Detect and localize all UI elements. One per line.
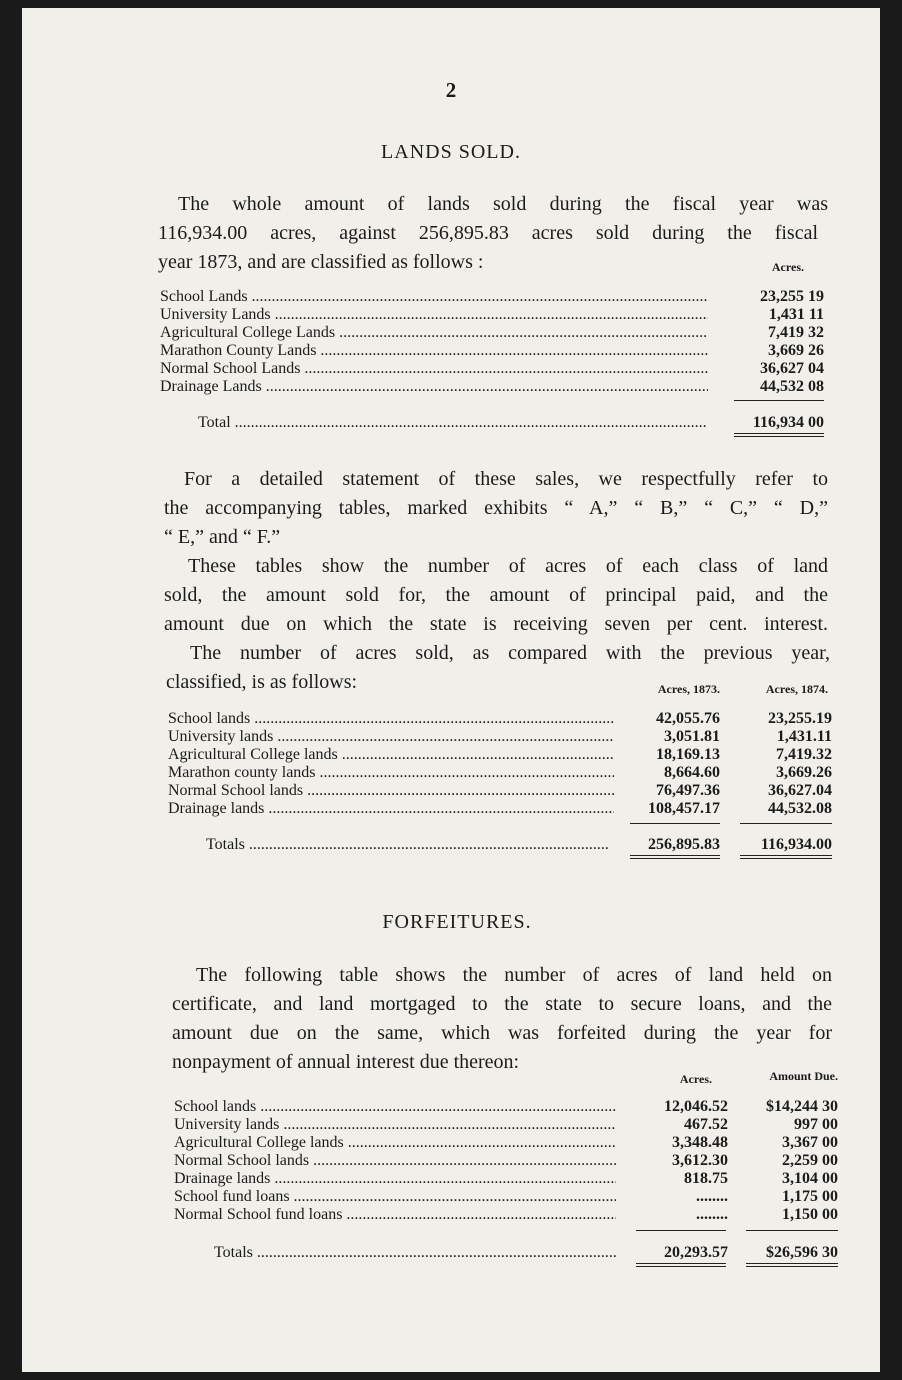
lands-sold-heading: LANDS SOLD. (381, 141, 521, 163)
total-value: 116,934 00 (752, 414, 824, 431)
table-row: School lands ..... 42,055.76 23,255.19 (168, 710, 832, 728)
forfeitures-heading: FORFEITURES. (382, 911, 532, 933)
forfeitures-total-acres: 20,293.57 (664, 1244, 728, 1261)
table-row: University lands ..... 3,051.81 1,431.11 (168, 728, 832, 746)
table-row: University lands ..... 467.52 997 00 (174, 1116, 838, 1134)
table-row: Normal School lands ..... 3,612.30 2,259 00 (174, 1152, 838, 1170)
document-page: 2 LANDS SOLD. The whole amount of lands sold during the fiscal year was 116,934.00 acres, against 256,895.83 acres sold during the fiscal year 1873, and are classified as follows : Acres. School Lands ..... 23,255 19 University Lands ..... 1,431 11 Agricultural College Lands ..... 7,419 32 Marathon County Lands ..... 3,669 26 Normal School Lands ..... 36,627 04 Drainage Lands ..... 44,532 08 Total ..... 116,934 00 For a detailed statement of these sales, we respectfully refer to the accompanying tables, marked exhibits “ A,” “ B,” “ C,” “ D,” “ E,” and “ F.” These tables show the number of acres of each class of land sold, the amount sold for, the amount of principal paid, and the amount due on which the state is receiving seven per cent. interest. The number of acres sold, as compared with the previous year, classified, is as follows: Acres, 1873. Acres, 1874. School lands ..... 42,055.76 23,255.19 University lands ..... 3,051.81 1,431.11 Agricultural College lands ..... 18,169.13 7,419.32 Marathon county lands ..... 8,664.60 3,669.26 Normal School lands ..... 76,497.36 36,627.04 Drainage lands ..... 108,457.17 44,532.08 Totals ..... 256,895.83 116,934.00 FORFEITURES. The following table shows the number of acres of land held on certificate, and land mortgaged to the state to secure loans, and the amount due on the same, which was forfeited during the year for nonpayment of annual interest due thereon: Acres. Amount Due. School lands ..... 12,046.52 $14,244 30 University lands ..... 467.52 997 00 Agricultural College lands ..... 3,348.48 3,367 00 Normal School lands ..... 3,612.30 2,259 00 Drainage lands ..... 818.75 3,104 00 School fund loans ..... ........ 1,175 00 Normal School fund loans ..... ........ 1,150 00 Totals ..... 20,293.57 $26,596 30 (22, 8, 880, 1372)
table-row: Normal School fund loans ..... ........ 1,150 00 (174, 1206, 838, 1224)
comparison-double-rule-1874 (740, 855, 832, 859)
forfeitures-table (174, 1098, 838, 1224)
page-number: 2 (445, 78, 457, 102)
intro-line-1: The whole amount of lands sold during the fiscal year was (178, 193, 828, 215)
forfeitures-col1-header: Acres. (679, 1072, 712, 1086)
lands-sold-table (160, 288, 824, 396)
table-row: Drainage lands ..... 108,457.17 44,532.08 (168, 800, 832, 818)
forfeitures-double-rule-due (746, 1263, 838, 1267)
table-row: Drainage lands ..... 818.75 3,104 00 (174, 1170, 838, 1188)
totals-label: Totals ..... (206, 836, 610, 854)
total-rule (734, 400, 824, 401)
comparison-col2-header: Acres, 1874. (765, 682, 828, 696)
total-1873: 256,895.83 (648, 836, 720, 853)
comparison-col1-header: Acres, 1873. (657, 682, 720, 696)
intro-line-3: year 1873, and are classified as follows : (158, 251, 484, 273)
lands-sold-col-header: Acres. (771, 260, 804, 274)
comparison-rule-1873 (630, 823, 720, 824)
forfeitures-double-rule-acres (636, 1263, 726, 1267)
total-1874: 116,934.00 (760, 836, 832, 853)
table-row: School fund loans ..... ........ 1,175 00 (174, 1188, 838, 1206)
table-row: Marathon County Lands ..... 3,669 26 (160, 342, 824, 360)
forfeitures-col2-header: Amount Due. (769, 1069, 838, 1083)
table-row: Normal School lands ..... 76,497.36 36,627.04 (168, 782, 832, 800)
forfeitures-total-due: $26,596 30 (766, 1244, 838, 1261)
table-row: School lands ..... 12,046.52 $14,244 30 (174, 1098, 838, 1116)
table-row: Agricultural College lands ..... 3,348.48 3,367 00 (174, 1134, 838, 1152)
total-double-rule (734, 433, 824, 437)
comparison-rule-1874 (740, 823, 832, 824)
total-label: Total ..... (198, 414, 706, 432)
forfeitures-rule-acres (636, 1230, 726, 1231)
table-row: Drainage Lands ..... 44,532 08 (160, 378, 824, 396)
comparison-double-rule-1873 (630, 855, 720, 859)
forfeitures-rule-due (746, 1230, 838, 1231)
table-row: University Lands ..... 1,431 11 (160, 306, 824, 324)
table-row: Marathon county lands ..... 8,664.60 3,669.26 (168, 764, 832, 782)
forfeitures-totals-label: Totals ..... (214, 1244, 616, 1262)
intro-line-2: 116,934.00 acres, against 256,895.83 acres sold during the fiscal (158, 222, 818, 244)
comparison-table (168, 710, 832, 818)
table-row: Agricultural College lands ..... 18,169.13 7,419.32 (168, 746, 832, 764)
table-row: Normal School Lands ..... 36,627 04 (160, 360, 824, 378)
table-row: School Lands ..... 23,255 19 (160, 288, 824, 306)
table-row: Agricultural College Lands ..... 7,419 32 (160, 324, 824, 342)
